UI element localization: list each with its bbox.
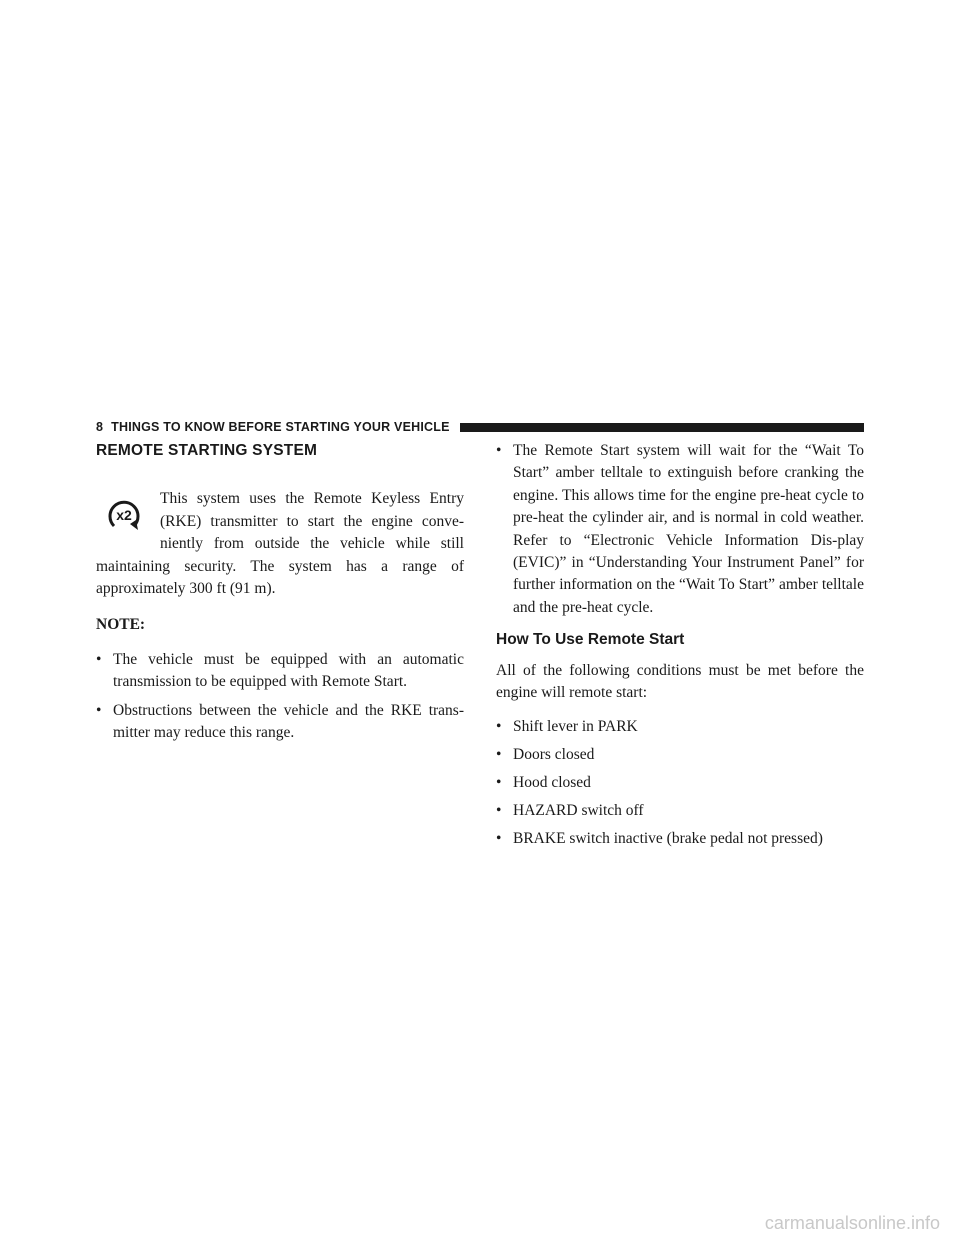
page-number: 8 [96,420,104,434]
note-list [96,649,464,745]
section-title: REMOTE STARTING SYSTEM [96,442,318,459]
page-header [96,418,864,436]
list-item: • Hood closed [496,772,864,794]
list-item: • Shift lever in PARK [496,716,864,738]
left-column [96,440,464,750]
list-item: • Obstructions between the vehicle and the RKE trans-mitter may reduce this range. [96,700,464,745]
remote-start-x2-icon [96,494,152,534]
watermark: carmanualsonline.info [764,1213,940,1233]
conditions-list [496,716,864,850]
list-item: • Doors closed [496,744,864,766]
intro-paragraph: This system uses the Remote Keyless Entry (RKE) transmitter to start the engine conve-niently from outside the vehicle while still maintaining security. The system has a range of approximately 300 ft (91 m). [96,490,464,598]
chapter-title: THINGS TO KNOW BEFORE STARTING YOUR VEHICLE [111,420,450,434]
list-item: • HAZARD switch off [496,800,864,822]
svg-text:x2: x2 [116,507,132,524]
header-rule [460,423,864,432]
list-item: • The Remote Start system will wait for the “Wait To Start” amber telltale to extinguish before cranking the engine. This allows time for the engine pre-heat cycle to pre-heat the cylinder air, and is normal in cold weather. Refer to “Electronic Vehicle Information Dis-play (EVIC)” in “Understanding Your Instrument Panel” for further information on the “Wait To Start” amber telltale and the pre-heat cycle. [496,440,864,619]
list-item: • BRAKE switch inactive (brake pedal not pressed) [496,828,864,850]
list-item: • The vehicle must be equipped with an automatic transmission to be equipped with Remote Start. [96,649,464,694]
note-label: NOTE: [96,616,146,634]
right-column [496,440,864,856]
wait-to-start-list [496,440,864,619]
subsection-title: How To Use Remote Start [496,631,685,649]
conditions-intro: All of the following conditions must be met before the engine will remote start: [496,661,864,702]
